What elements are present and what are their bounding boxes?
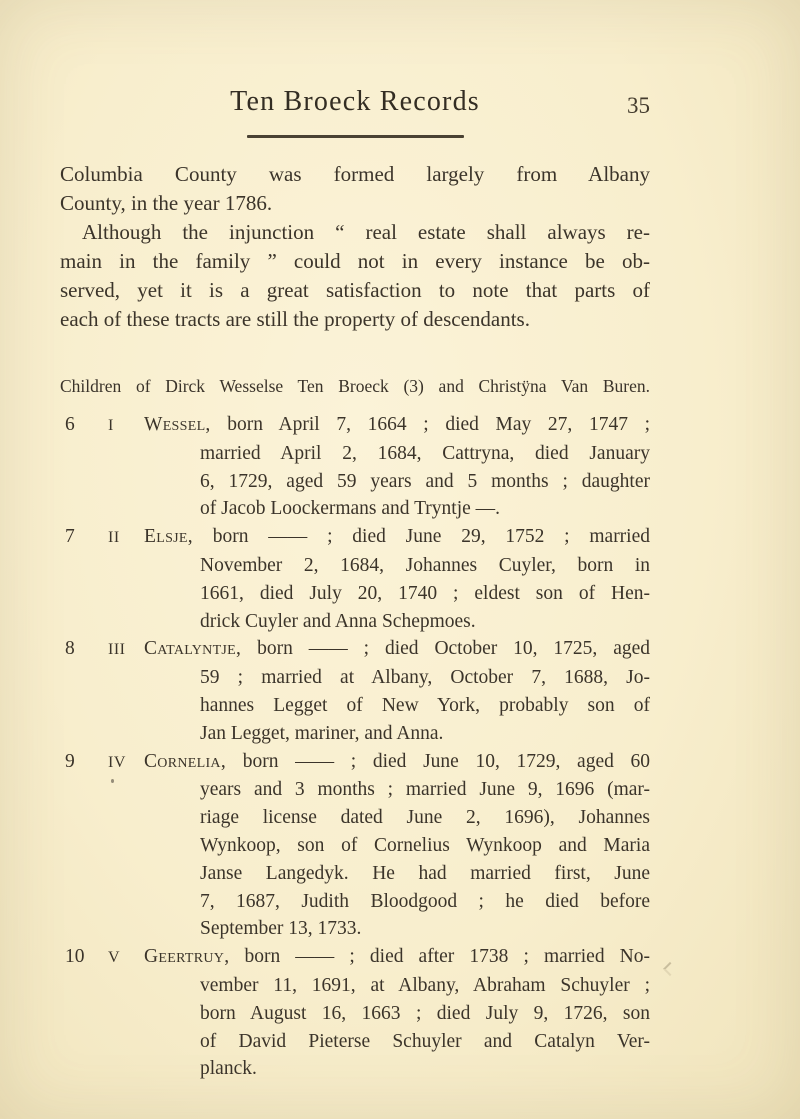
entry-number: 6 bbox=[65, 414, 75, 435]
scan-smudge-artifact bbox=[663, 962, 677, 976]
entry-line: drick Cuyler and Anna Schepmoes. bbox=[200, 610, 476, 632]
entry-text: born —— ; died October 10, 1725, aged bbox=[257, 638, 650, 660]
entry-row bbox=[60, 411, 650, 523]
entry-line: November 2, 1684, Johannes Cuyler, born in bbox=[200, 554, 650, 576]
entry-first-line bbox=[60, 411, 650, 440]
entry-line: Wynkoop, son of Cornelius Wynkoop and Maria bbox=[200, 834, 650, 856]
entry-line: riage license dated June 2, 1696), Johannes bbox=[200, 807, 650, 829]
entry-text: born —— ; died June 29, 1752 ; married bbox=[212, 526, 650, 548]
entry-row bbox=[60, 748, 650, 944]
entries-list bbox=[60, 411, 650, 1083]
title-rule bbox=[247, 135, 464, 138]
entry-numeral: II bbox=[108, 529, 120, 547]
page-header bbox=[60, 0, 650, 120]
entry-line: years and 3 months ; married June 9, 1696 (mar- bbox=[200, 779, 650, 801]
entry-first-line bbox=[60, 943, 650, 972]
section-heading: Children of Dirck Wesselse Ten Broeck (3) and Christÿna Van Buren. bbox=[60, 376, 650, 396]
entry-numeral: V bbox=[108, 949, 121, 967]
page-number: 35 bbox=[627, 93, 650, 118]
entry-line: Janse Langedyk. He had married first, June bbox=[200, 862, 650, 884]
entry-line: Jan Legget, mariner, and Anna. bbox=[200, 722, 444, 744]
entry-line: planck. bbox=[200, 1058, 257, 1080]
page-title: Ten Broeck Records bbox=[230, 86, 480, 117]
entry-row bbox=[60, 943, 650, 1083]
body-line: each of these tracts are still the property of descendants. bbox=[60, 307, 530, 331]
text-column bbox=[60, 0, 650, 1083]
entry-name: Catalyntje, bbox=[144, 638, 242, 660]
entry-line: 1661, died July 20, 1740 ; eldest son of Hen- bbox=[200, 582, 650, 604]
body-line: main in the family ” could not in every instance be ob- bbox=[60, 249, 650, 273]
paragraph-1 bbox=[60, 160, 650, 218]
entry-line: born August 16, 1663 ; died July 9, 1726, son bbox=[200, 1002, 650, 1024]
entry-row bbox=[60, 523, 650, 635]
entry-line: hannes Legget of New York, probably son of bbox=[200, 694, 650, 716]
body-line: County, in the year 1786. bbox=[60, 191, 273, 215]
entry-numeral: III bbox=[108, 641, 126, 659]
paragraph-2 bbox=[60, 218, 650, 334]
entry-number: 10 bbox=[65, 946, 85, 968]
entry-line: 6, 1729, aged 59 years and 5 months ; daughter bbox=[200, 470, 650, 492]
entry-name: Geertruy, bbox=[144, 946, 230, 968]
entry-line: 7, 1687, Judith Bloodgood ; he died before bbox=[200, 890, 650, 912]
body-line: served, yet it is a great satisfaction to note that parts of bbox=[60, 278, 650, 302]
entry-number: 7 bbox=[65, 526, 75, 548]
entry-first-line bbox=[60, 748, 650, 777]
entry-numeral: I bbox=[108, 417, 114, 434]
entry-numeral: IV bbox=[108, 753, 126, 771]
entry-line: 59 ; married at Albany, October 7, 1688, Jo- bbox=[200, 667, 650, 689]
entry-number: 8 bbox=[65, 638, 75, 660]
entry-number: 9 bbox=[65, 750, 75, 772]
entry-line: vember 11, 1691, at Albany, Abraham Schuyler ; bbox=[200, 974, 650, 996]
entry-text: born April 7, 1664 ; died May 27, 1747 ; bbox=[227, 414, 650, 435]
entry-line: of David Pieterse Schuyler and Catalyn Ver- bbox=[200, 1030, 650, 1052]
entry-row bbox=[60, 635, 650, 747]
entry-first-line bbox=[60, 523, 650, 552]
scan-dot-artifact bbox=[111, 779, 114, 783]
entry-name: Elsje, bbox=[144, 526, 193, 548]
entry-first-line bbox=[60, 635, 650, 664]
entry-line: married April 2, 1684, Cattryna, died January bbox=[200, 442, 650, 464]
entry-name: Wessel, bbox=[144, 414, 211, 435]
entry-text: born —— ; died after 1738 ; married No- bbox=[244, 946, 651, 968]
entry-line: of Jacob Loockermans and Tryntje —. bbox=[200, 498, 501, 520]
body-line: Although the injunction “ real estate shall always re- bbox=[82, 220, 650, 244]
entry-line: September 13, 1733. bbox=[200, 918, 362, 940]
body-line: Columbia County was formed largely from Albany bbox=[60, 162, 650, 186]
entry-name: Cornelia, bbox=[144, 750, 227, 772]
entry-text: born —— ; died June 10, 1729, aged 60 bbox=[242, 750, 651, 772]
